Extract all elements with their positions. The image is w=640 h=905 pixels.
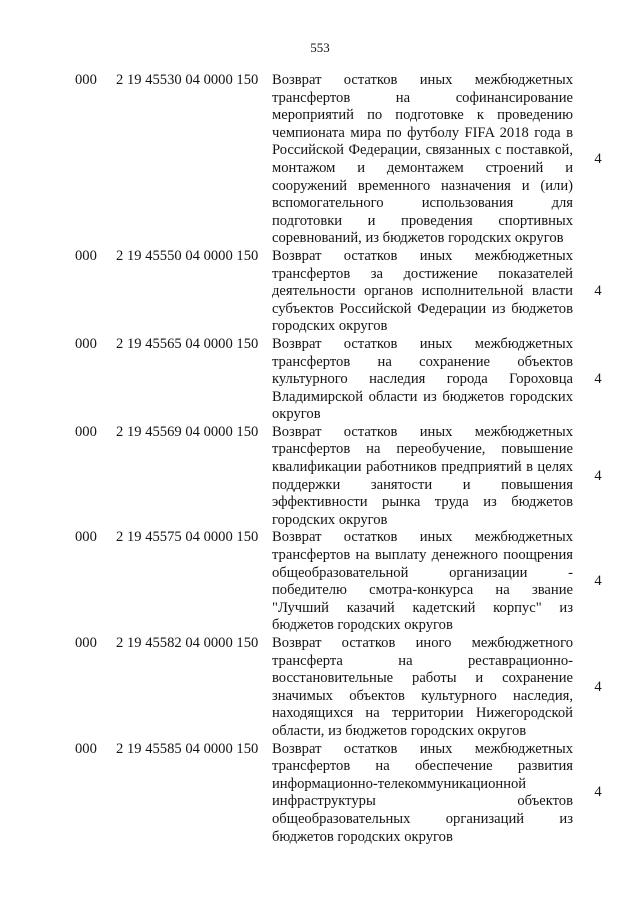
admin-code: 000 — [75, 740, 97, 757]
row-value: 4 — [594, 467, 602, 484]
table-row — [0, 635, 640, 741]
budget-classification-code: 2 19 45582 04 0000 150 — [116, 635, 259, 651]
budget-classification-code: 2 19 45585 04 0000 150 — [116, 740, 259, 757]
row-value: 4 — [594, 678, 602, 695]
table-row — [0, 72, 640, 248]
page-number: 553 — [310, 40, 330, 55]
budget-code-table — [0, 72, 640, 846]
admin-code: 000 — [75, 72, 97, 88]
row-value: 4 — [594, 573, 602, 590]
budget-classification-code: 2 19 45565 04 0000 150 — [116, 335, 259, 352]
table-row — [0, 529, 640, 635]
row-value: 4 — [594, 784, 602, 801]
admin-code: 000 — [75, 635, 97, 651]
admin-code: 000 — [75, 335, 97, 352]
row-description: Возврат остатков иных межбюджетных трансфертов на обеспечение развития информационно-телекоммуникационной инфраструктуры объектов общеобразовательных организаций из бюджетов городских округов — [272, 740, 573, 845]
admin-code: 000 — [75, 247, 97, 264]
row-description: Возврат остатков иных межбюджетных трансфертов на софинансирование мероприятий по подготовке к проведению чемпионата мира по футболу FIFA 2018 года в Российской Федерации, связанных с поставкой, монтажом и демонтажем строений и сооружений временного назначения и (или) вспомогательного использования для подготовки и проведения спортивных соревнований, из бюджетов городских округов — [272, 72, 573, 247]
admin-code: 000 — [75, 529, 97, 546]
budget-classification-code: 2 19 45530 04 0000 150 — [116, 72, 259, 88]
row-description: Возврат остатков иных межбюджетных трансфертов на переобучение, повышение квалификации работников предприятий в целях поддержки занятости и повышения эффективности рынка труда из бюджетов городских округов — [272, 423, 573, 528]
budget-classification-code: 2 19 45550 04 0000 150 — [116, 247, 259, 264]
row-description: Возврат остатков иного межбюджетного трансферта на реставрационно-восстановительные работы и сохранение значимых объектов культурного наследия, находящихся на территории Нижегородской области, из бюджетов городских округов — [272, 635, 573, 739]
admin-code: 000 — [75, 423, 97, 440]
budget-classification-code: 2 19 45569 04 0000 150 — [116, 423, 259, 440]
row-description: Возврат остатков иных межбюджетных трансфертов на выплату денежного поощрения общеобразовательной организации - победителю смотра-конкурса на звание "Лучший казачий кадетский корпус" из бюджетов городских округов — [272, 529, 573, 634]
table-row — [0, 248, 640, 336]
table-row — [0, 741, 640, 847]
table-row — [0, 424, 640, 530]
row-value: 4 — [594, 370, 602, 387]
row-description: Возврат остатков иных межбюджетных трансфертов за достижение показателей деятельности органов исполнительной власти субъектов Российской Федерации из бюджетов городских округов — [272, 247, 573, 335]
row-value: 4 — [594, 282, 602, 299]
table-row — [0, 336, 640, 424]
row-description: Возврат остатков иных межбюджетных трансфертов на сохранение объектов культурного наследия города Гороховца Владимирской области из бюджетов городских округов — [272, 335, 573, 423]
budget-classification-code: 2 19 45575 04 0000 150 — [116, 529, 259, 546]
row-value: 4 — [594, 150, 602, 167]
